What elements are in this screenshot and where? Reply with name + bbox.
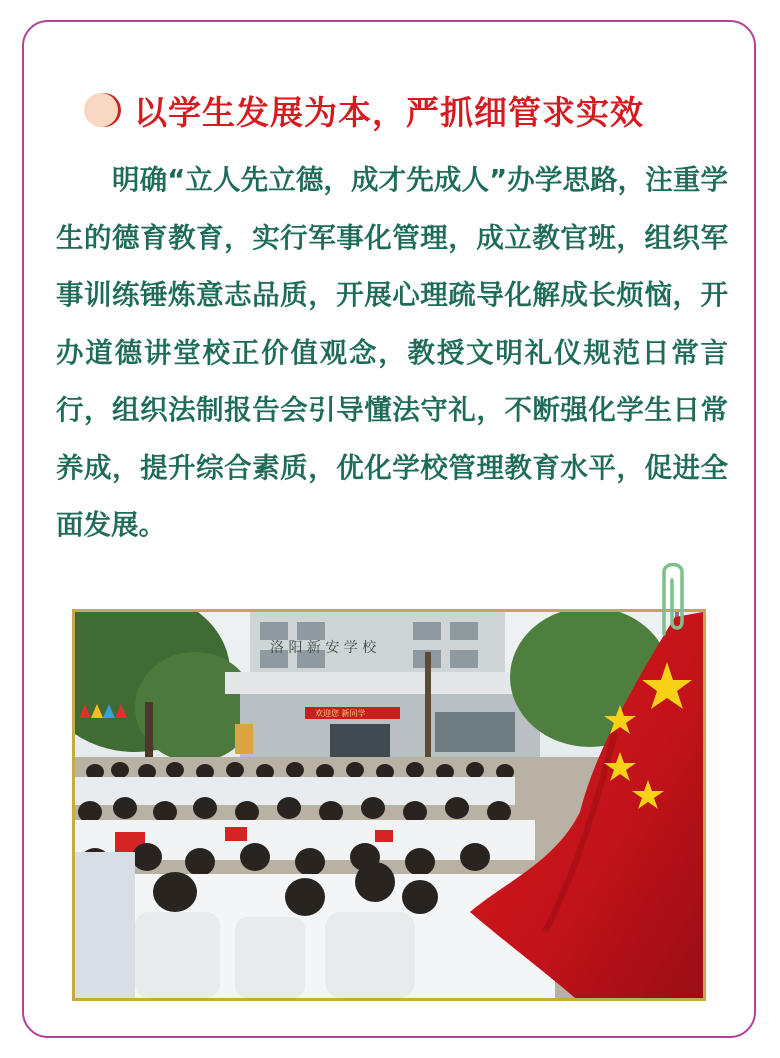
section-heading bbox=[84, 86, 644, 134]
heading-title: 以学生发展为本，严抓细管求实效 bbox=[134, 92, 644, 132]
photo-illustration bbox=[75, 612, 703, 998]
building-sign: 洛 阳 新 安 学 校 bbox=[270, 640, 377, 656]
entrance-banner: 欢迎您 新同学 bbox=[315, 709, 366, 718]
school-assembly-photo bbox=[72, 609, 706, 1001]
bullet-dot-icon bbox=[84, 93, 118, 127]
body-paragraph: 明确“立人先立德，成才先成人”办学思路，注重学生的德育教育，实行军事化管理，成立教官班，组织军事训练锤炼意志品质，开展心理疏导化解成长烦恼，开办道德讲堂校正价值观念，教授文明礼仪规范日常言行，组织法制报告会引导懂法守礼，不断强化学生日常养成，提升综合素质，优化学校管理教育水平，促进全面发展。 bbox=[56, 164, 728, 541]
paperclip-icon bbox=[648, 556, 698, 642]
